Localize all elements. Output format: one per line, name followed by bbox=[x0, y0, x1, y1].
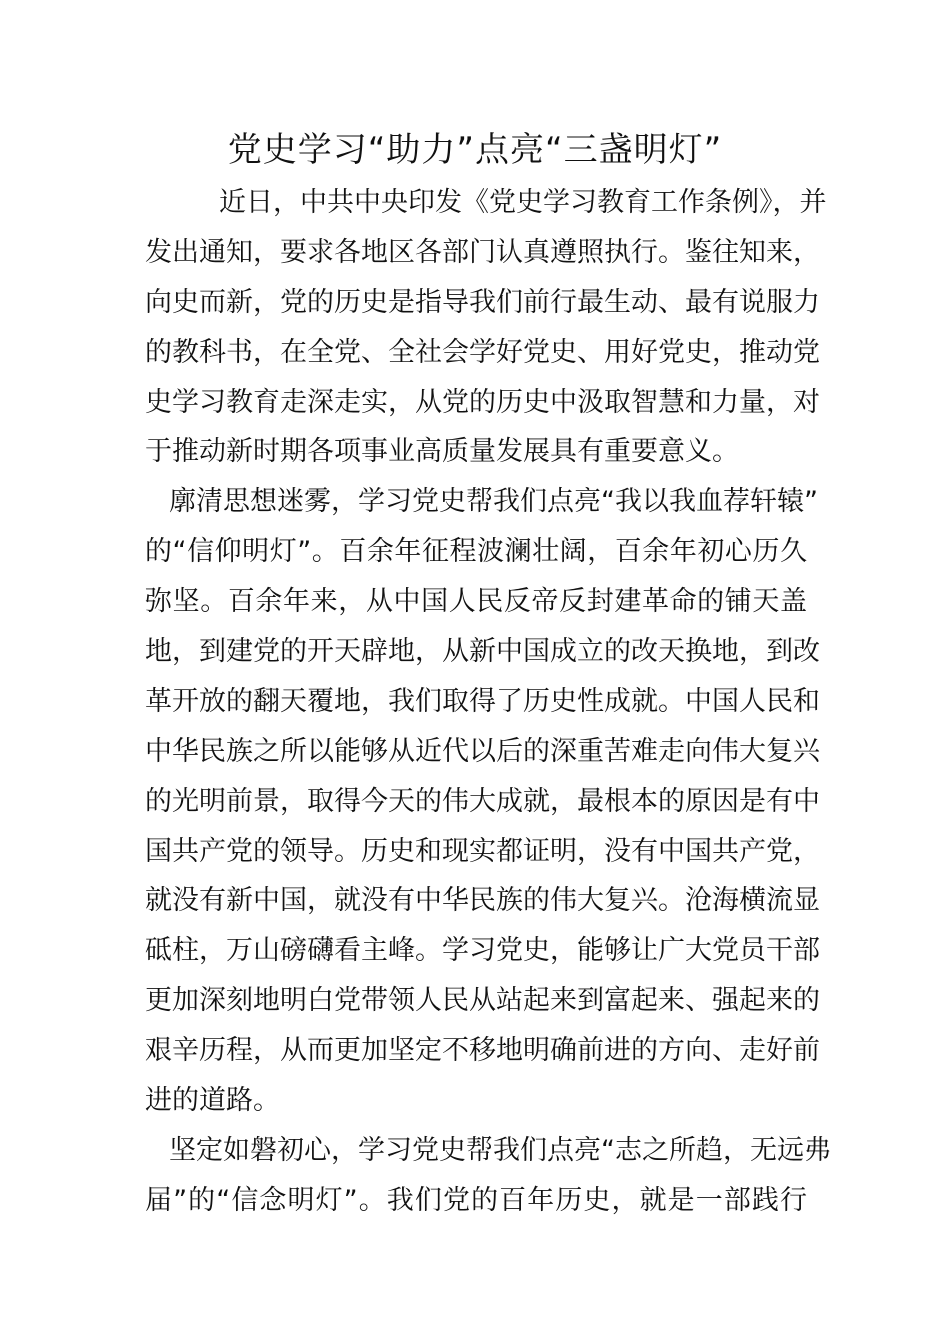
document-body bbox=[145, 178, 831, 1226]
text-line: 革开放的翻天覆地，我们取得了历史性成就。中国人民和 bbox=[145, 685, 820, 717]
text-line: 就没有新中国，就没有中华民族的伟大复兴。沧海横流显 bbox=[145, 885, 820, 917]
text-line: 坚定如磐初心，学习党史帮我们点亮“志之所趋，无远弗 bbox=[169, 1134, 831, 1166]
text-line: 地，到建党的开天辟地，从新中国成立的改天换地，到改 bbox=[145, 636, 820, 668]
text-line: 近日，中共中央印发《党史学习教育工作条例》，并 bbox=[219, 187, 827, 218]
text-line: 届”的“信念明灯”。我们党的百年历史，就是一部践行 bbox=[145, 1184, 807, 1216]
text-line: 国共产党的领导。历史和现实都证明，没有中国共产党， bbox=[145, 835, 820, 867]
text-line: 廓清思想迷雾，学习党史帮我们点亮“我以我血荐轩辕” bbox=[169, 486, 818, 518]
text-line: 艰辛历程，从而更加坚定不移地明确前进的方向、走好前 bbox=[145, 1035, 820, 1067]
text-line: 的“信仰明灯”。百余年征程波澜壮阔，百余年初心历久 bbox=[145, 536, 807, 568]
text-line: 更加深刻地明白党带领人民从站起来到富起来、强起来的 bbox=[145, 985, 820, 1017]
text-line: 发出通知，要求各地区各部门认真遵照执行。鉴往知来， bbox=[145, 236, 820, 268]
text-line: 向史而新，党的历史是指导我们前行最生动、最有说服力 bbox=[145, 286, 820, 318]
text-line: 史学习教育走深走实，从党的历史中汲取智慧和力量，对 bbox=[145, 386, 820, 418]
text-line: 弥坚。百余年来，从中国人民反帝反封建革命的铺天盖 bbox=[145, 586, 807, 618]
document-title: 党史学习“助力”点亮“三盏明灯” bbox=[227, 130, 723, 170]
text-line: 的教科书，在全党、全社会学好党史、用好党史，推动党 bbox=[145, 336, 820, 368]
text-line: 的光明前景，取得今天的伟大成就，最根本的原因是有中 bbox=[145, 785, 820, 817]
text-line: 砥柱，万山磅礴看主峰。学习党史，能够让广大党员干部 bbox=[145, 935, 820, 967]
text-line: 进的道路。 bbox=[145, 1085, 280, 1117]
text-line: 于推动新时期各项事业高质量发展具有重要意义。 bbox=[145, 436, 739, 468]
text-line: 中华民族之所以能够从近代以后的深重苦难走向伟大复兴 bbox=[145, 735, 820, 767]
